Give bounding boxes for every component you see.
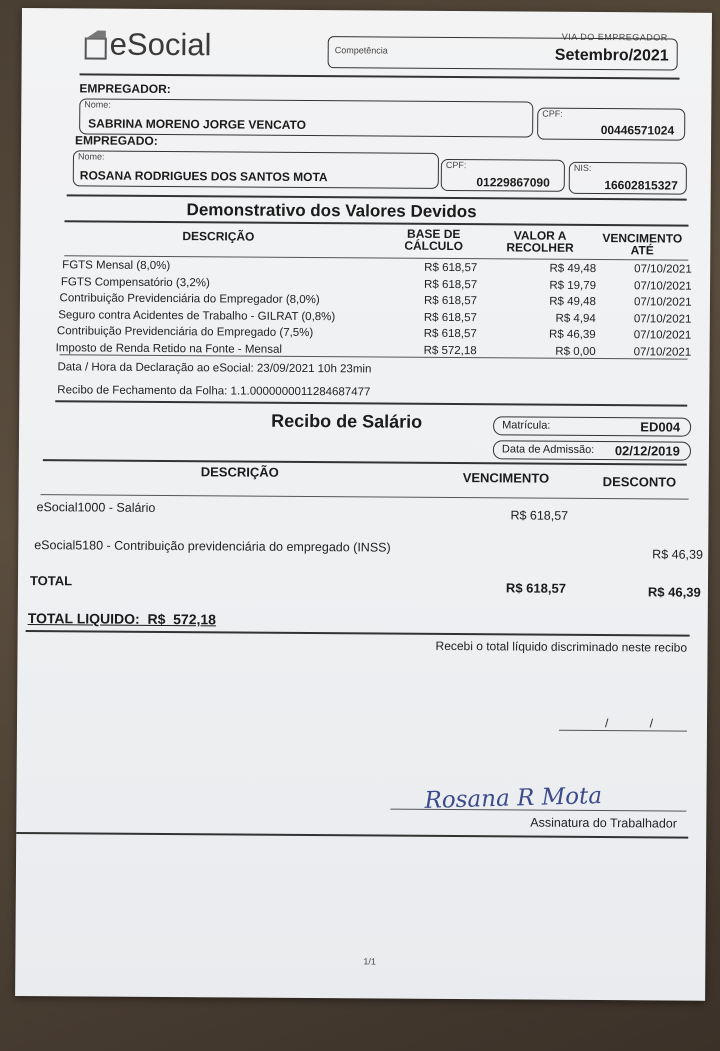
via-label: VIA DO EMPREGADOR: [561, 31, 668, 43]
competencia-value: Setembro/2021: [554, 46, 669, 65]
empregador-nome: SABRINA MORENO JORGE VENCATO: [88, 116, 307, 132]
assinatura-label: Assinatura do Trabalhador: [530, 815, 677, 831]
demonstrativo-row-2-valor: R$ 19,79: [549, 279, 597, 292]
demonstrativo-row-5-vencimento: 07/10/2021: [633, 329, 692, 343]
demonstrativo-row-6-vencimento: 07/10/2021: [633, 346, 692, 359]
demonstrativo-row-3-descricao: Contribuição Previdenciária do Empregador (8,0%): [59, 292, 320, 307]
empregado-nis-box: [569, 162, 687, 195]
demonstrativo-row-3-vencimento: 07/10/2021: [633, 296, 692, 309]
empregador-cpf: 00446571024: [600, 123, 675, 138]
empregado-nis: 16602815327: [604, 178, 678, 193]
total-label: TOTAL: [29, 573, 73, 589]
col-base-header: BASE DE CÁLCULO: [404, 226, 464, 254]
demonstrativo-row-1-vencimento: 07/10/2021: [634, 263, 692, 276]
demonstrativo-row-4-descricao: Seguro contra Acidentes de Trabalho - GILRAT (0,8%): [58, 309, 336, 323]
page-number: 1/1: [363, 956, 376, 967]
admissao-label: Data de Admissão:: [501, 443, 595, 457]
demonstrativo-row-3-valor: R$ 49,48: [549, 295, 597, 309]
demonstrativo-row-6-base: R$ 572,18: [423, 344, 477, 358]
empregador-cpf-label: CPF:: [542, 108, 563, 119]
empregado-cpf-label: CPF:: [445, 159, 467, 171]
admissao-box: [493, 440, 691, 460]
empregado-nome: ROSANA RODRIGUES DOS SANTOS MOTA: [79, 168, 328, 185]
demonstrativo-row-1-base: R$ 618,57: [424, 261, 478, 275]
empregador-label: EMPREGADOR:: [79, 81, 171, 97]
demonstrativo-row-4-vencimento: 07/10/2021: [633, 313, 692, 326]
recibo-row-2-descricao: eSocial5180 - Contribuição previdenciária do empregado (INSS): [34, 538, 391, 555]
admissao-value: 02/12/2019: [614, 443, 680, 459]
empregador-nome-box: [79, 98, 533, 137]
demonstrativo-row-2-descricao: FGTS Compensatório (3,2%): [60, 275, 210, 289]
demonstrativo-title: Demonstrativo dos Valores Devidos: [186, 200, 477, 222]
demonstrativo-row-1-valor: R$ 49,48: [549, 262, 597, 276]
logo-icon: [84, 30, 110, 60]
demonstrativo-row-5-descricao: Contribuição Previdenciária do Empregado (7,5%): [56, 325, 314, 340]
recibo-col-vencimento: VENCIMENTO: [462, 470, 550, 486]
demonstrativo-row-4-base: R$ 618,57: [423, 311, 477, 324]
recibo-row-2-desconto: R$ 46,39: [652, 547, 703, 562]
recibo-row-1-vencimento: R$ 618,57: [510, 508, 569, 523]
recibo-col-desconto: DESCONTO: [602, 474, 677, 490]
empregado-nome-label: Nome:: [77, 151, 105, 162]
demonstrativo-row-4-valor: R$ 4,94: [555, 312, 596, 325]
demonstrativo-row-2-vencimento: 07/10/2021: [634, 279, 692, 293]
demonstrativo-row-5-valor: R$ 46,39: [549, 329, 596, 342]
demonstrativo-row-5-base: R$ 618,57: [423, 328, 477, 341]
demonstrativo-row-6-descricao: Imposto de Renda Retido na Fonte - Mensal: [55, 342, 282, 356]
col-descricao-header: DESCRIÇÃO: [182, 229, 255, 244]
demonstrativo-row-3-base: R$ 618,57: [423, 295, 478, 308]
empregado-nome-box: [73, 150, 439, 189]
demonstrativo-row-6-valor: R$ 0,00: [555, 345, 596, 359]
empregado-cpf: 01229867090: [476, 175, 550, 190]
recibo-col-descricao: DESCRIÇÃO: [200, 464, 279, 480]
worker-signature: Rosana R Mota: [424, 782, 603, 814]
payslip-paper: [15, 8, 712, 1001]
matricula-label: Matrícula:: [502, 419, 551, 432]
competencia-box: [328, 36, 678, 70]
recibo-fechamento: Recibo de Fechamento da Folha: 1.1.0000000011284687477: [57, 384, 371, 399]
col-venc-header: VENCIMENTO ATÉ: [602, 231, 683, 258]
recibo-title: Recibo de Salário: [271, 410, 423, 432]
empregado-cpf-box: [441, 159, 565, 192]
empregador-cpf-box: [537, 108, 685, 141]
demonstrativo-row-2-base: R$ 618,57: [424, 278, 478, 291]
competencia-label: Competência: [334, 45, 388, 56]
total-vencimento: R$ 618,57: [505, 580, 567, 596]
recibo-row-1-descricao: eSocial1000 - Salário: [36, 500, 156, 515]
total-liquido: TOTAL LIQUIDO: R$ 572,18: [27, 610, 217, 628]
data-hora-declaracao: Data / Hora da Declaração ao eSocial: 23/09/2021 10h 23min: [57, 361, 372, 376]
logo-text: eSocial: [109, 26, 212, 63]
total-desconto: R$ 46,39: [647, 584, 701, 600]
matricula-box: [493, 416, 691, 436]
empregado-nis-label: NIS:: [573, 162, 592, 173]
empregador-nome-label: Nome:: [84, 99, 111, 110]
col-valor-header: VALOR A RECOLHER: [506, 228, 574, 255]
empregado-label: EMPREGADO:: [75, 133, 158, 148]
date-slashes: / /: [604, 716, 654, 731]
matricula-value: ED004: [640, 419, 681, 435]
recebi-text: Recebi o total líquido discriminado neste recibo: [435, 638, 688, 655]
demonstrativo-row-1-descricao: FGTS Mensal (8,0%): [62, 259, 171, 273]
